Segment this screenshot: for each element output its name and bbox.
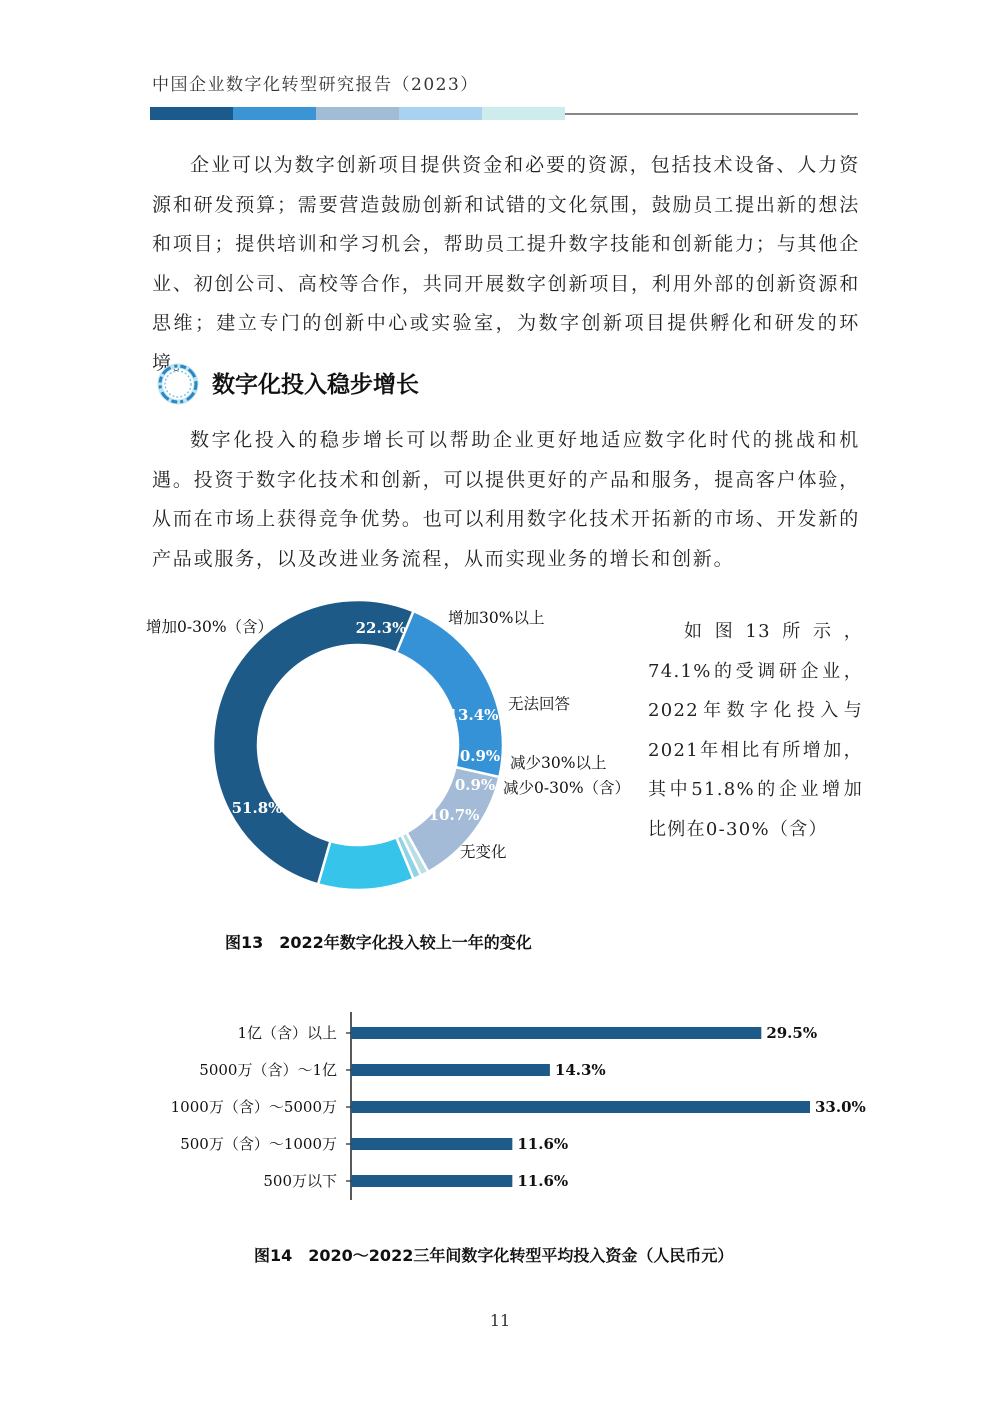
donut-chart: [140, 590, 640, 900]
donut-value-label: 10.7%: [428, 806, 480, 824]
donut-category-label: 增加0-30%（含）: [146, 618, 274, 636]
header-bar-segment: [482, 107, 565, 120]
bar: [351, 1138, 512, 1150]
side-note-text: 如图13所示，74.1%的受调研企业，2022年数字化投入与2021年相比有所增加，其中51.8%的企业增加比例在0-30%（含）: [648, 621, 863, 840]
page-number: 11: [489, 1311, 511, 1330]
donut-value-label: 0.9%: [459, 747, 501, 765]
section-paragraph-text: 数字化投入的稳步增长可以帮助企业更好地适应数字化时代的挑战和机遇。投资于数字化技术和创新，可以提供更好的产品和服务，提高客户体验，从而在市场上获得竞争优势。也可以利用数字化技术开拓新的市场、开发新的产品或服务，以及改进业务流程，从而实现业务的增长和创新。: [152, 429, 860, 570]
bar: [351, 1175, 512, 1187]
bar-value-label: 33.0%: [815, 1098, 866, 1116]
donut-value-label: 51.8%: [231, 799, 283, 817]
donut-category-label: 减少0-30%（含）: [503, 779, 631, 797]
bar-category-label: 500万以下: [263, 1172, 337, 1190]
bar-category-label: 1亿（含）以上: [237, 1024, 337, 1042]
header-color-bar: [150, 107, 860, 121]
section-title: 数字化投入稳步增长: [212, 372, 419, 398]
header-rule: [565, 113, 858, 115]
donut-category-label: 无法回答: [508, 695, 571, 713]
bar-category-label: 5000万（含）～1亿: [199, 1061, 337, 1079]
donut-value-label: 13.4%: [447, 706, 499, 724]
bar-category-label: 1000万（含）～5000万: [170, 1098, 337, 1116]
figure-14-caption: 图14 2020～2022三年间数字化转型平均投入资金（人民币元）: [254, 1246, 734, 1265]
bar-category-label: 500万（含）～1000万: [180, 1135, 337, 1153]
header-bar-segment: [233, 107, 316, 120]
figure-13-caption: 图13 2022年数字化投入较上一年的变化: [225, 933, 532, 952]
header-bar-segment: [150, 107, 233, 120]
header-bar-segment: [399, 107, 482, 120]
bar: [351, 1101, 810, 1113]
donut-value-label: 22.3%: [355, 619, 407, 637]
bar: [351, 1027, 761, 1039]
donut-category-label: 无变化: [460, 843, 507, 861]
donut-category-label: 增加30%以上: [448, 609, 545, 627]
section-paragraph: [152, 421, 860, 579]
intro-paragraph: [152, 146, 860, 383]
intro-paragraph-text: 企业可以为数字创新项目提供资金和必要的资源，包括技术设备、人力资源和研发预算；需要营造鼓励创新和试错的文化氛围，鼓励员工提出新的想法和项目；提供培训和学习机会，帮助员工提升数字技能和创新能力；与其他企业、初创公司、高校等合作，共同开展数字创新项目，利用外部的创新资源和思维；建立专门的创新中心或实验室，为数字创新项目提供孵化和研发的环境。: [152, 154, 860, 374]
bar-chart: [140, 1012, 880, 1212]
side-note: [648, 612, 863, 849]
donut-value-label: 0.9%: [454, 776, 496, 794]
bar-value-label: 11.6%: [517, 1135, 569, 1153]
bar-value-label: 11.6%: [517, 1172, 569, 1190]
report-header-title: 中国企业数字化转型研究报告（2023）: [152, 75, 479, 95]
donut-slice: [318, 837, 414, 890]
bar-value-label: 14.3%: [554, 1061, 606, 1079]
header-bar-segment: [316, 107, 399, 120]
donut-category-label: 减少30%以上: [510, 754, 607, 772]
bar: [351, 1064, 550, 1076]
ring-icon: [156, 362, 200, 406]
bar-value-label: 29.5%: [766, 1024, 818, 1042]
